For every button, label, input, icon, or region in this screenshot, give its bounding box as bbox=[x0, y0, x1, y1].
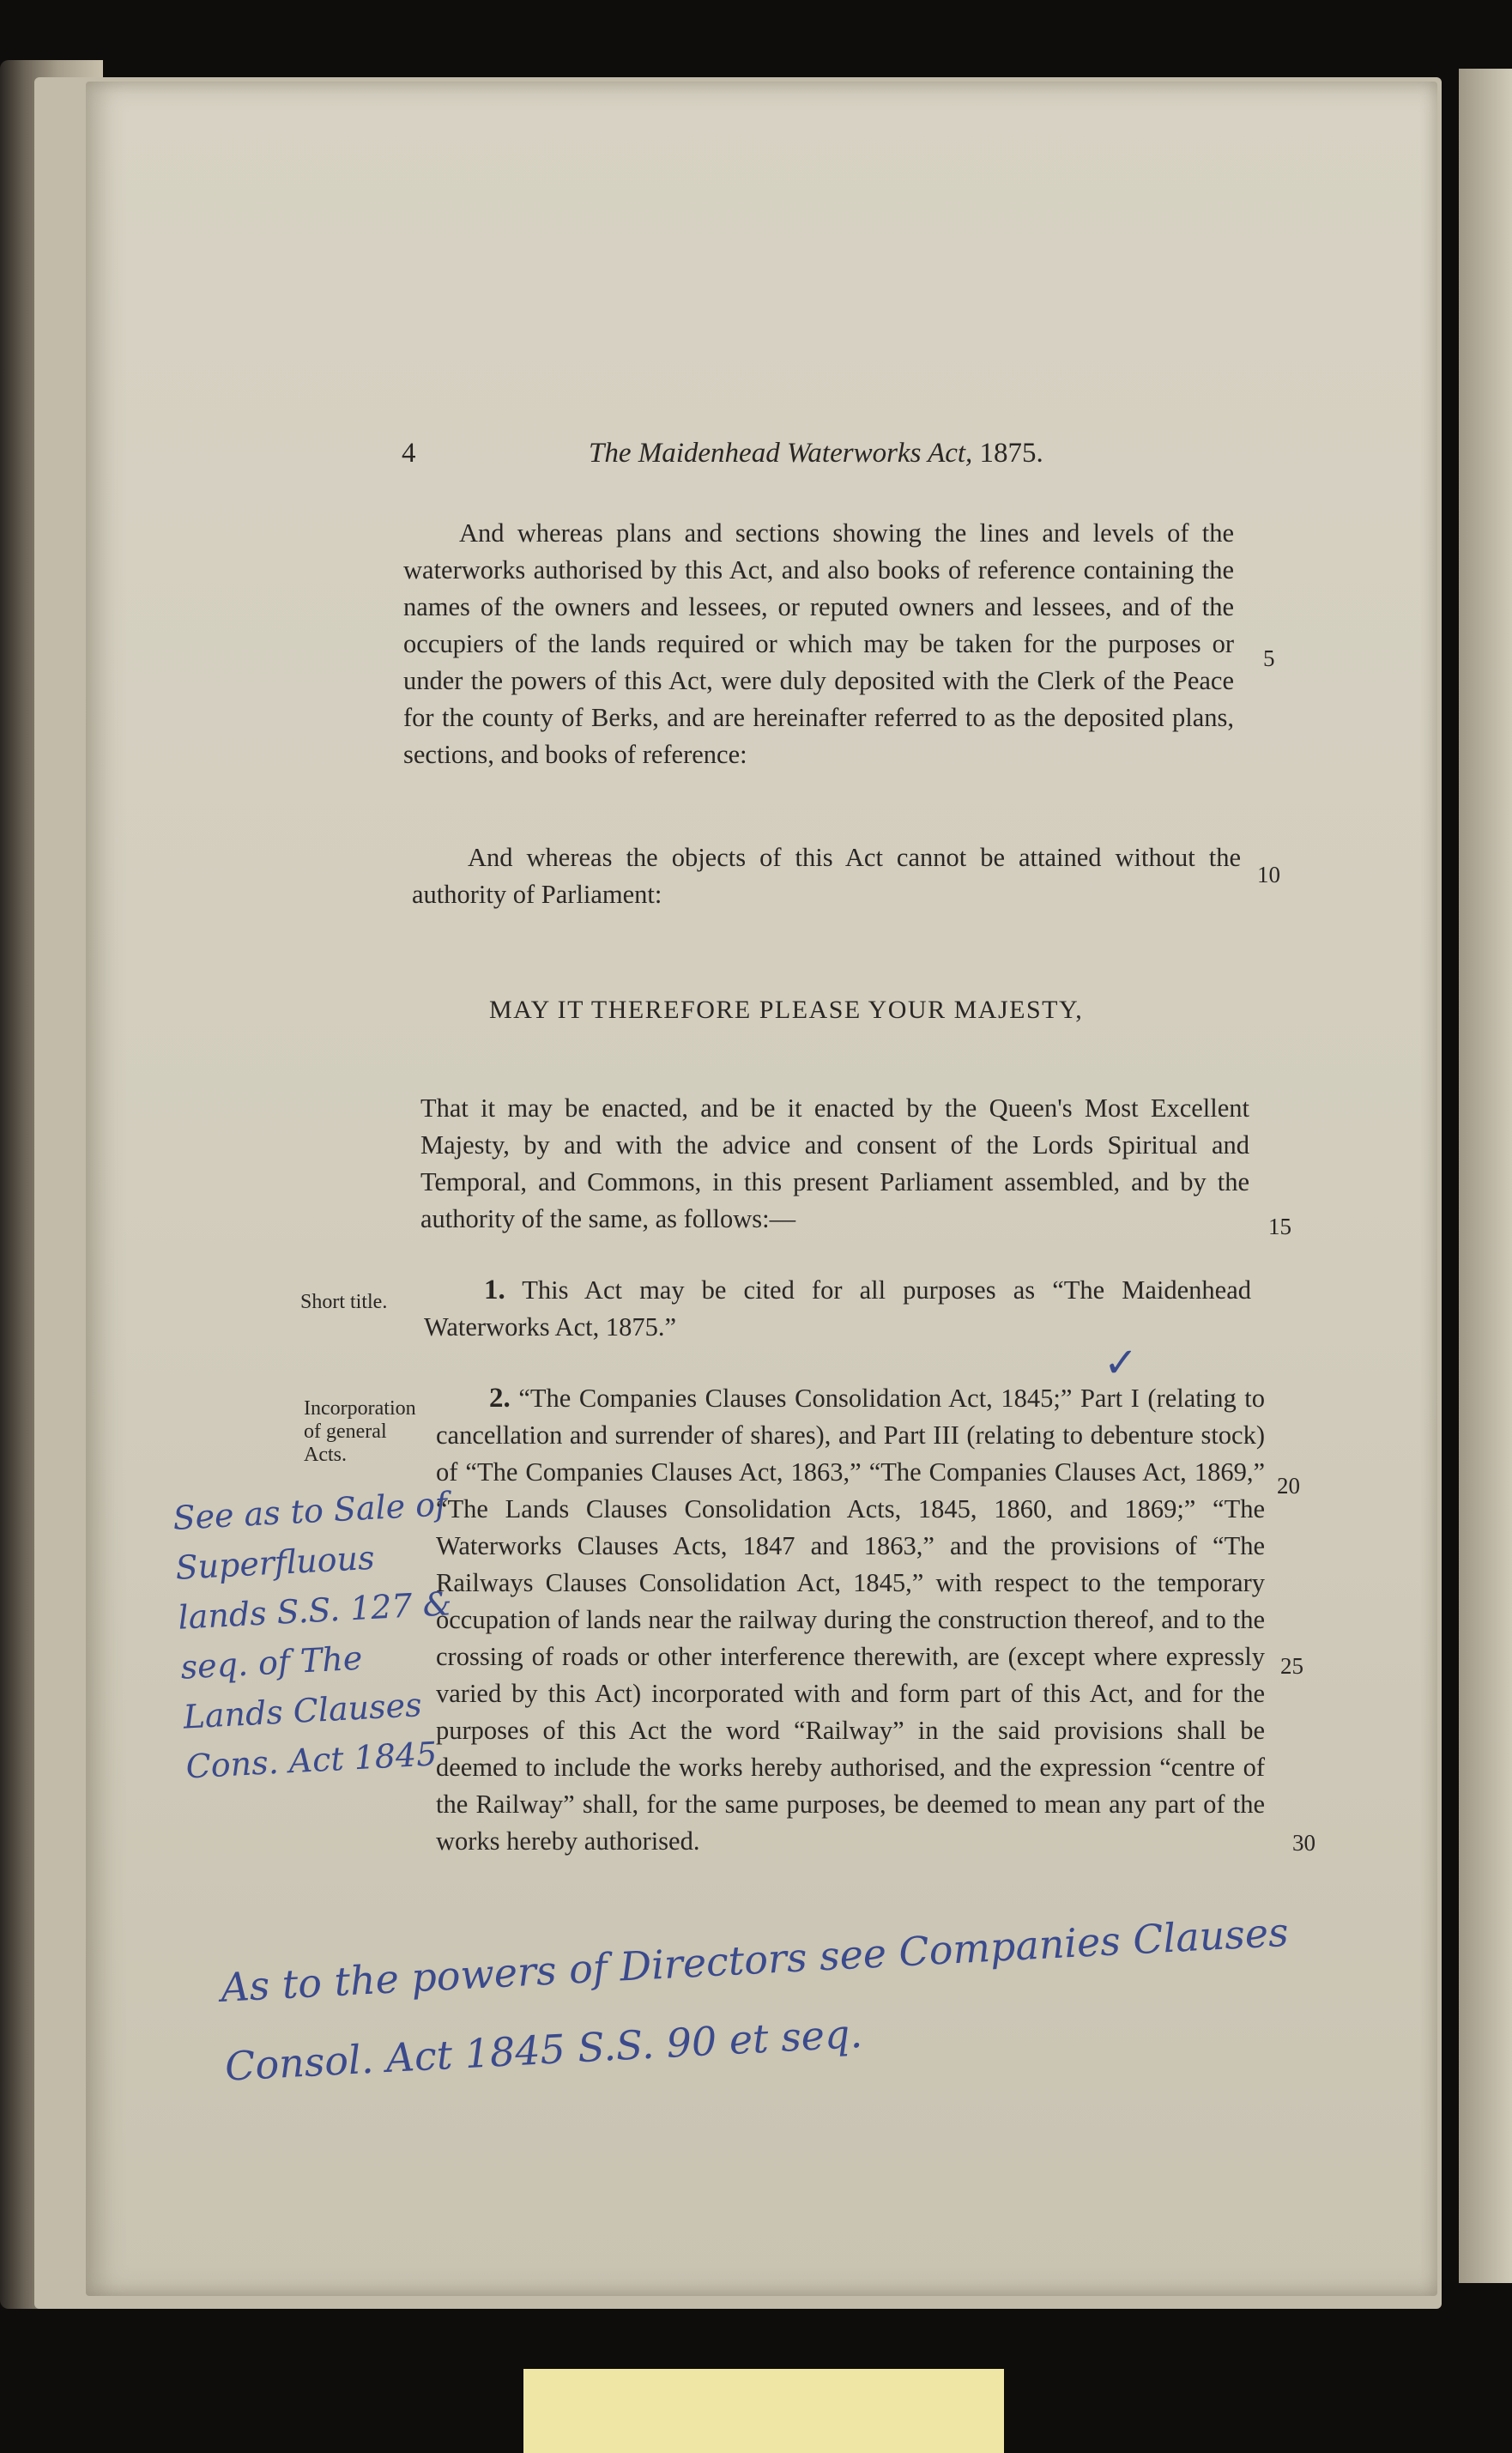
section-1-text: This Act may be cited for all purposes as “The Maidenhead Waterworks Act, 1875.” bbox=[424, 1275, 1251, 1342]
section-2-text: “The Companies Clauses Consolidation Act, 1845;” Part I (relating to cancellation and surrender of shares), and Part III (relating to debenture stock) of “The Companies Clauses Act, 1863,” “The Companies Clauses Act, 1869,” “The Lands Clauses Consolidation Acts, 1845, 1860, and 1869;” “The Waterworks Clauses Acts, 1847 and 1863,” and the provisions of “The Railways Clauses Consolidation Act, 1845,” with respect to the temporary occupation of lands near the railway during the construction thereof, and to the crossing of roads or other interference therewith, are (except where expressly varied by this Act) incorporated with and form part of this Act, and for the purposes of this Act the word “Railway” in the said provisions shall be deemed to include the works hereby authorised, and the expression “centre of the Railway” shall, for the same purposes, be deemed to mean any part of the works hereby authorised. bbox=[436, 1384, 1266, 1856]
line-number-15: 15 bbox=[1268, 1214, 1291, 1239]
line-number-25: 25 bbox=[1280, 1653, 1303, 1679]
running-head-year: 1875. bbox=[979, 438, 1043, 469]
page-number: 4 bbox=[402, 438, 416, 469]
preamble-paragraph-1: And whereas plans and sections showing the lines and levels of the waterworks authorised by this Act, and also books of reference containing the names of the owners and lessees, or reputed owners and lessees, and of the occupiers of the lands required or which may be taken for the purposes or under the powers of this Act, were duly deposited with the Clerk of the Peace for the county of Berks, and are hereinafter referred to as the deposited plans, sections, and books of reference: bbox=[403, 518, 1234, 769]
running-head-title: The Maidenhead Waterworks Act, bbox=[589, 438, 973, 469]
section-2-number: 2. bbox=[489, 1383, 511, 1414]
enacting-clause: That it may be enacted, and be it enacted by the Queen's Most Excellent Majesty, by and with the advice and consent of the Lords Spiritual and Temporal, and Commons, in this present Parliament assembled, and by the authority of the same, as follows:— bbox=[420, 1093, 1249, 1233]
line-number-10: 10 bbox=[1257, 862, 1280, 887]
line-number-5: 5 bbox=[1263, 645, 1275, 671]
section-1-number: 1. bbox=[484, 1275, 505, 1305]
line-number-30: 30 bbox=[1292, 1830, 1315, 1856]
running-head bbox=[589, 438, 1043, 469]
handwritten-bottom-note: As to the powers of Directors see Companies Clauses Consol. Act 1845 S.S. 90 et seq. bbox=[219, 1908, 1290, 2090]
section-2 bbox=[436, 1380, 1265, 1860]
ink-tick-mark: ✓ bbox=[1104, 1341, 1139, 1386]
side-note-short-title: Short title. bbox=[300, 1291, 388, 1313]
enacting-heading: MAY IT THEREFORE PLEASE YOUR MAJESTY, bbox=[489, 996, 1084, 1024]
section-1 bbox=[424, 1272, 1251, 1346]
side-note-incorporation: Incorporation of general Acts. bbox=[304, 1397, 416, 1466]
handwritten-margin-note: See as to Sale of Superfluous lands S.S. 127 & seq. of The Lands Clauses Cons. Act 1845 bbox=[172, 1485, 453, 1786]
preamble-paragraph-2: And whereas the objects of this Act cannot be attained without the authority of Parliament: bbox=[412, 843, 1241, 909]
line-number-20: 20 bbox=[1277, 1473, 1300, 1499]
